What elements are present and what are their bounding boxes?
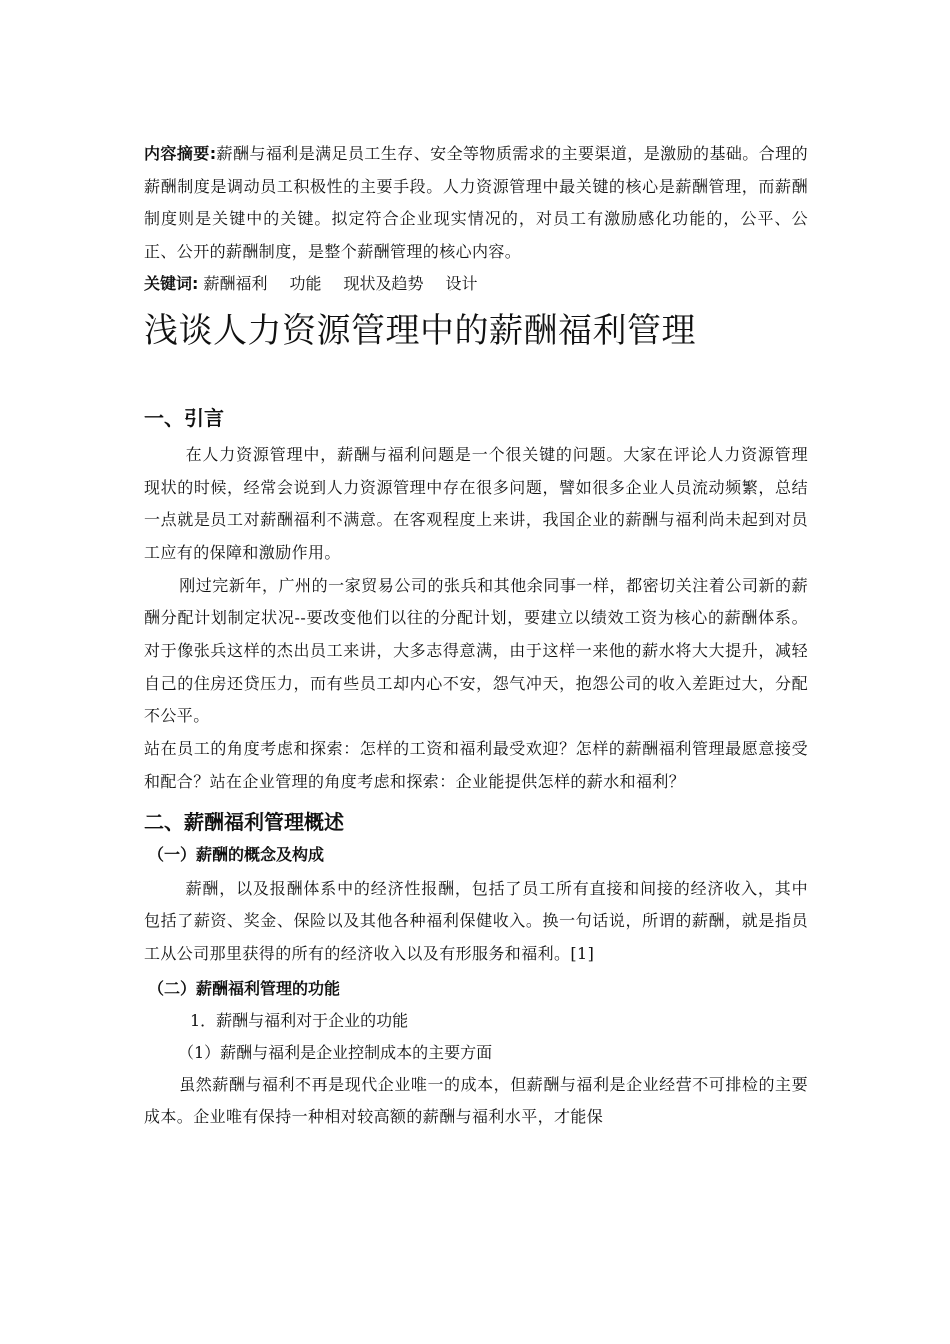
keywords-label: 关键词: (144, 273, 199, 293)
keywords-line (144, 269, 808, 299)
body-paragraph: 薪酬，以及报酬体系中的经济性报酬，包括了员工所有直接和间接的经济收入，其中包括了薪资、奖金、保险以及其他各种福利保健收入。换一句话说，所谓的薪酬，就是指员工从公司那里获得的所有的经济收入以及有形服务和福利。[1] (144, 878, 808, 963)
keyword-term: 设计 (445, 273, 478, 293)
body-paragraph: 站在员工的角度考虑和探索：怎样的工资和福利最受欢迎？怎样的薪酬福利管理最愿意接受和配合？站在企业管理的角度考虑和探索：企业能提供怎样的薪水和福利？ (144, 739, 808, 791)
keyword-term: 功能 (289, 273, 322, 293)
abstract-label: 内容摘要: (144, 144, 217, 163)
keyword-term: 现状及趋势 (343, 273, 424, 293)
section-heading-introduction: 一、引言 (144, 405, 224, 430)
keyword-term: 薪酬福利 (203, 273, 268, 293)
list-item: （1）薪酬与福利是企业控制成本的主要方面 (178, 1042, 493, 1062)
document-title: 浅谈人力资源管理中的薪酬福利管理 (144, 310, 696, 351)
list-item: 1．薪酬与福利对于企业的功能 (190, 1010, 409, 1030)
body-paragraph: 虽然薪酬与福利不再是现代企业唯一的成本，但薪酬与福利是企业经营不可排检的主要成本。企业唯有保持一种相对较高额的薪酬与福利水平，才能保 (144, 1074, 808, 1127)
subsection-heading-function: （二）薪酬福利管理的功能 (148, 978, 341, 998)
abstract-text: 薪酬与福利是满足员工生存、安全等物质需求的主要渠道，是激励的基础。合理的薪酬制度是调动员工积极性的主要手段。人力资源管理中最关键的核心是薪酬管理，而薪酬制度则是关键中的关键。拟定符合企业现实情况的，对员工有激励感化功能的，公平、公正、公开的薪酬制度，是整个薪酬管理的核心内容。 (144, 144, 809, 262)
body-paragraph: 刚过完新年，广州的一家贸易公司的张兵和其他余同事一样，都密切关注着公司新的薪酬分配计划制定状况--要改变他们以往的分配计划，要建立以绩效工资为核心的薪酬体系。对于像张兵这样的杰出员工来讲，大多志得意满，由于这样一来他的薪水将大大提升，减轻自己的住房还贷压力，而有些员工却内心不安，怨气冲天，抱怨公司的收入差距过大，分配不公平。 (144, 575, 808, 726)
subsection-heading-concept: （一）薪酬的概念及构成 (148, 844, 325, 864)
abstract-paragraph (144, 138, 808, 269)
section-heading-overview: 二、薪酬福利管理概述 (144, 809, 344, 834)
document-page (144, 138, 808, 1134)
body-paragraph: 在人力资源管理中，薪酬与福利问题是一个很关键的问题。大家在评论人力资源管理现状的时候，经常会说到人力资源管理中存在很多问题，譬如很多企业人员流动频繁，总结一点就是员工对薪酬福利不满意。在客观程度上来讲，我国企业的薪酬与福利尚未起到对员工应有的保障和激励作用。 (144, 444, 808, 562)
